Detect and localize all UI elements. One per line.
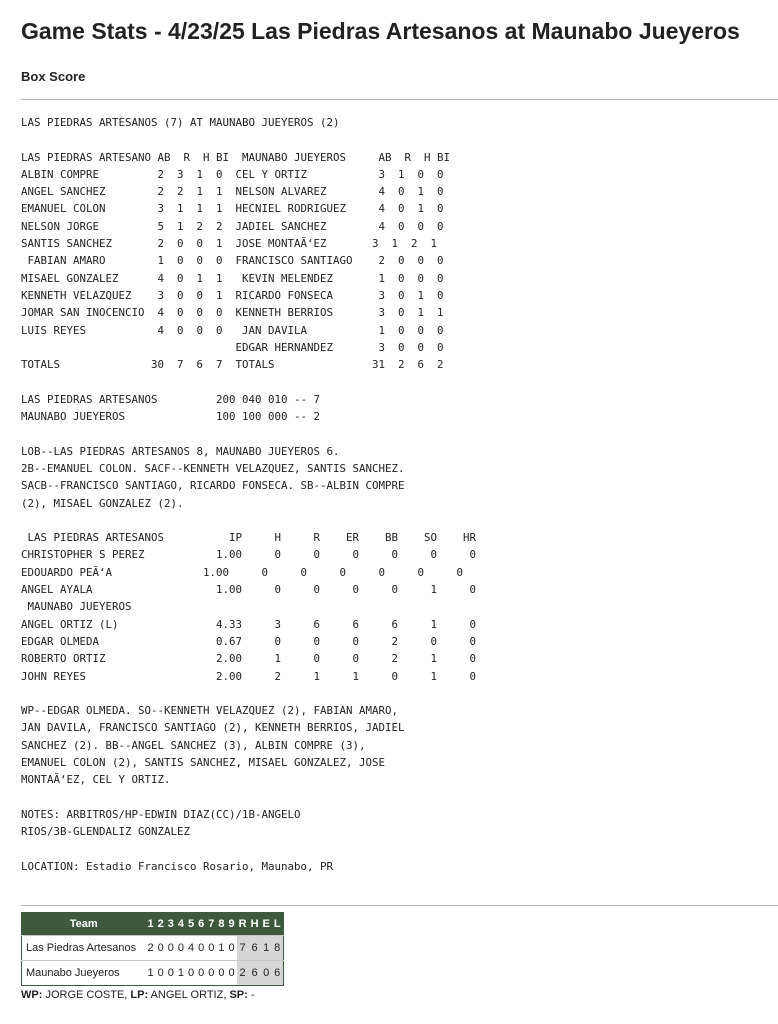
team-name: Las Piedras Artesanos	[22, 936, 146, 961]
team-name: Maunabo Jueyeros	[22, 961, 146, 986]
wp-value: JORGE COSTE,	[42, 989, 131, 1001]
wp-label: WP:	[21, 989, 43, 1001]
total-runs: 7	[237, 936, 249, 961]
lp-value: ANGEL ORTIZ,	[148, 989, 230, 1001]
header-inning: 4	[176, 913, 186, 936]
sp-value: -	[247, 989, 255, 1001]
header-runs: R	[237, 913, 249, 936]
section-title: Box Score	[21, 69, 86, 84]
line-score-table	[21, 912, 284, 986]
total-runs: 2	[237, 961, 249, 986]
inning-score: 0	[166, 961, 176, 986]
inning-score: 0	[166, 936, 176, 961]
total-errors: 1	[261, 936, 272, 961]
divider	[21, 905, 778, 906]
header-inning: 6	[196, 913, 206, 936]
total-lob: 8	[272, 936, 283, 961]
inning-score: 0	[227, 961, 237, 986]
header-inning: 3	[166, 913, 176, 936]
inning-score: 4	[186, 936, 196, 961]
pitcher-decisions	[21, 989, 255, 1001]
total-hits: 6	[249, 936, 261, 961]
inning-score: 0	[196, 936, 206, 961]
header-inning: 5	[186, 913, 196, 936]
inning-score: 2	[146, 936, 156, 961]
header-hits: H	[249, 913, 261, 936]
total-lob: 6	[272, 961, 283, 986]
inning-score: 0	[196, 961, 206, 986]
header-team: Team	[22, 913, 146, 936]
header-inning: 1	[146, 913, 156, 936]
header-lob: L	[272, 913, 283, 936]
inning-score: 0	[206, 936, 216, 961]
line-score-header-row	[22, 913, 284, 936]
table-row	[22, 961, 284, 986]
divider	[21, 99, 778, 100]
header-inning: 2	[156, 913, 166, 936]
inning-score: 0	[227, 936, 237, 961]
inning-score: 0	[156, 936, 166, 961]
inning-score: 1	[146, 961, 156, 986]
header-inning: 9	[227, 913, 237, 936]
inning-score: 0	[206, 961, 216, 986]
box-score-text: LAS PIEDRAS ARTESANOS (7) AT MAUNABO JUEYEROS (2) LAS PIEDRAS ARTESANO AB R H BI MAUNABO JUEYEROS AB R H BI ALBIN COMPRE 2 3 1 0 CEL Y ORTIZ 3 1 0 0 ANGEL SANCHEZ 2 2 1 1 NELSON ALVAREZ 4 0 1 0 EMANUEL COLON 3 1 1 1 HECNIEL RODRIGUEZ 4 0 1 0 NELSON JORGE 5 1 2 2 JADIEL SANCHEZ 4 0 0 0 SANTIS SANCHEZ 2 0 0 1 JOSE MONTAÃ‘EZ 3 1 2 1 FABIAN AMARO 1 0 0 0 FRANCISCO SANTIAGO 2 0 0 0 MISAEL GONZALEZ 4 0 1 1 KEVIN MELENDEZ 1 0 0 0 KENNETH VELAZQUEZ 3 0 0 1 RICARDO FONSECA 3 0 1 0 JOMAR SAN INOCENCIO 4 0 0 0 KENNETH BERRIOS 3 0 1 1 LUIS REYES 4 0 0 0 JAN DAVILA 1 0 0 0 EDGAR HERNANDEZ 3 0 0 0 TOTALS 30 7 6 7 TOTALS 31 2 6 2 LAS PIEDRAS ARTESANOS 200 040 010 -- 7 MAUNABO JUEYEROS 100 100 000 -- 2 LOB--LAS PIEDRAS ARTESANOS 8, MAUNABO JUEYEROS 6. 2B--EMANUEL COLON. SACF--KENNETH VELAZQUEZ, SANTIS SANCHEZ. SACB--FRANCISCO SANTIAGO, RICARDO FONSECA. SB--ALBIN COMPRE (2), MISAEL GONZALEZ (2). LAS PIEDRAS ARTESANOS IP H R ER BB SO HR CHRISTOPHER S PEREZ 1.00 0 0 0 0 0 0 EDOUARDO PEÃ‘A 1.00 0 0 0 0 0 0 ANGEL AYALA 1.00 0 0 0 0 1 0 MAUNABO JUEYEROS ANGEL ORTIZ (L) 4.33 3 6 6 6 1 0 EDGAR OLMEDA 0.67 0 0 0 2 0 0 ROBERTO ORTIZ 2.00 1 0 0 2 1 0 JOHN REYES 2.00 2 1 1 0 1 0 WP--EDGAR OLMEDA. SO--KENNETH VELAZQUEZ (2), FABIAN AMARO, JAN DAVILA, FRANCISCO SANTIAGO (2), KENNETH BERRIOS, JADIEL SANCHEZ (2). BB--ANGEL SANCHEZ (3), ALBIN COMPRE (3), EMANUEL COLON (2), SANTIS SANCHEZ, MISAEL GONZALEZ, JOSE MONTAÃ‘EZ, CEL Y ORTIZ. NOTES: ARBITROS/HP-EDWIN DIAZ(CC)/1B-ANGELO RIOS/3B-GLENDALIZ GONZALEZ LOCATION: Estadio Francisco Rosario, Maunabo, PR	[21, 116, 477, 873]
table-row	[22, 936, 284, 961]
inning-score: 1	[176, 961, 186, 986]
total-hits: 6	[249, 961, 261, 986]
header-errors: E	[261, 913, 272, 936]
lp-label: LP:	[130, 989, 149, 1001]
inning-score: 0	[216, 961, 226, 986]
inning-score: 0	[156, 961, 166, 986]
page-title: Game Stats - 4/23/25 Las Piedras Artesanos at Maunabo Jueyeros	[21, 18, 740, 44]
sp-label: SP:	[229, 989, 248, 1001]
inning-score: 0	[176, 936, 186, 961]
header-inning: 7	[206, 913, 216, 936]
total-errors: 0	[261, 961, 272, 986]
inning-score: 1	[216, 936, 226, 961]
header-inning: 8	[216, 913, 226, 936]
inning-score: 0	[186, 961, 196, 986]
